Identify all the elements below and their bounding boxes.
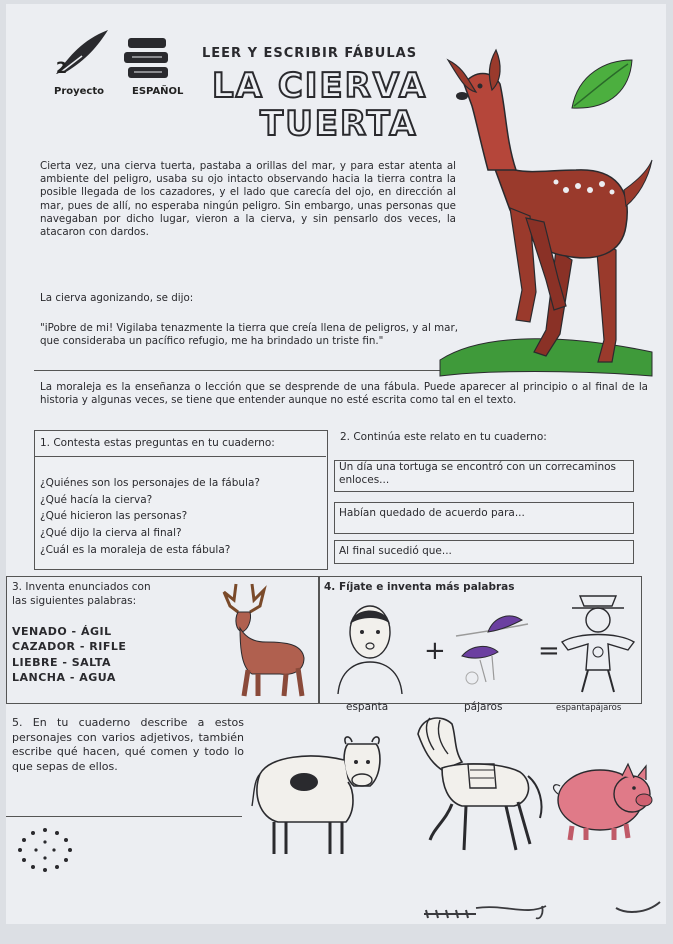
fable-title-line2: TUERTA	[260, 104, 418, 144]
task2-title: 2. Continúa este relato en tu cuaderno:	[340, 431, 547, 443]
task3-word-2: CAZADOR - RIFLE	[12, 640, 127, 653]
task4-title: 4. Fíjate e inventa más palabras	[324, 581, 515, 593]
task1-question-1: ¿Quiénes son los personajes de la fábula?	[40, 477, 260, 489]
doe-illustration	[426, 40, 662, 390]
word-espantapajaros: espantapájaros	[556, 703, 622, 713]
unit-title: LEER Y ESCRIBIR FÁBULAS	[202, 46, 418, 61]
moraleja-text: La moraleja es la enseñanza o lección que se desprende de una fábula. Puede aparecer al principio o al final de la historia y algunas veces, se tiene que entender aunque no esté escrita como tal en el texto.	[40, 381, 648, 407]
plus-sign: +	[424, 636, 446, 666]
cow-illustration	[250, 730, 400, 860]
scarecrow-illustration	[558, 586, 638, 696]
task2-prompt-3: Al final sucedió que...	[334, 540, 634, 564]
horse-illustration	[390, 710, 550, 860]
task1-question-3: ¿Qué hicieron las personas?	[40, 510, 188, 522]
pig-illustration	[550, 754, 660, 844]
task1-question-4: ¿Qué dijo la cierva al final?	[40, 527, 182, 539]
fable-paragraph-2: La cierva agonizando, se dijo:	[40, 292, 194, 304]
pen-scribble-decoration	[416, 884, 666, 924]
task1-question-2: ¿Qué hacía la cierva?	[40, 494, 153, 506]
task3-title: 3. Inventa enunciados con las siguientes palabras:	[12, 581, 151, 607]
task2-prompt-1: Un día una tortuga se encontró con un correcaminos enloces...	[334, 460, 634, 492]
worksheet-page	[6, 4, 666, 924]
fable-paragraph-1: Cierta vez, una cierva tuerta, pastaba a orillas del mar, y para estar atenta al ambiente del peligro, usaba su ojo intacto observando hacia la tierra contra la posible llegada de los cazadores, y el lado que carecía del ojo, en dirección al mar, pues de allí, no esperaba ningún peligro. Sin embargo, unas personas que navegaban por dicho lugar, vieron a la cierva, y sin pensarlo dos veces, la atacaron con dardos.	[40, 160, 456, 239]
books-icon	[122, 34, 174, 84]
dotted-circle-decoration	[10, 824, 80, 876]
stag-illustration	[206, 578, 310, 698]
project-number: 2	[56, 58, 68, 77]
fable-paragraph-3: "iPobre de mi! Vigilaba tenazmente la tierra que creía llena de peligros, y al mar, que consideraba un pacífico refugio, me ha brindado un triste fin."	[40, 322, 458, 348]
fable-title-line1: LA CIERVA	[212, 66, 428, 106]
scared-man-illustration	[332, 600, 408, 694]
word-espanta: espanta	[346, 701, 389, 713]
task3-word-3: LIEBRE - SALTA	[12, 656, 111, 669]
task5-text: 5. En tu cuaderno describe a estos personajes con varios adjetivos, también escribe qué hacen, qué comen y todo lo que sepas de ellos.	[12, 716, 244, 773]
equals-sign: =	[538, 636, 560, 666]
birds-illustration	[452, 606, 532, 692]
word-pajaros: pájaros	[464, 701, 503, 713]
task1-title: 1. Contesta estas preguntas en tu cuaderno:	[40, 437, 275, 449]
task3-word-4: LANCHA - AGUA	[12, 671, 116, 684]
task2-prompt-2: Habían quedado de acuerdo para...	[334, 502, 634, 534]
task3-word-1: VENADO - ÁGIL	[12, 625, 112, 638]
subject-label: ESPAÑOL	[132, 86, 184, 97]
project-label: Proyecto	[54, 86, 105, 97]
task1-question-5: ¿Cuál es la moraleja de esta fábula?	[40, 544, 231, 556]
